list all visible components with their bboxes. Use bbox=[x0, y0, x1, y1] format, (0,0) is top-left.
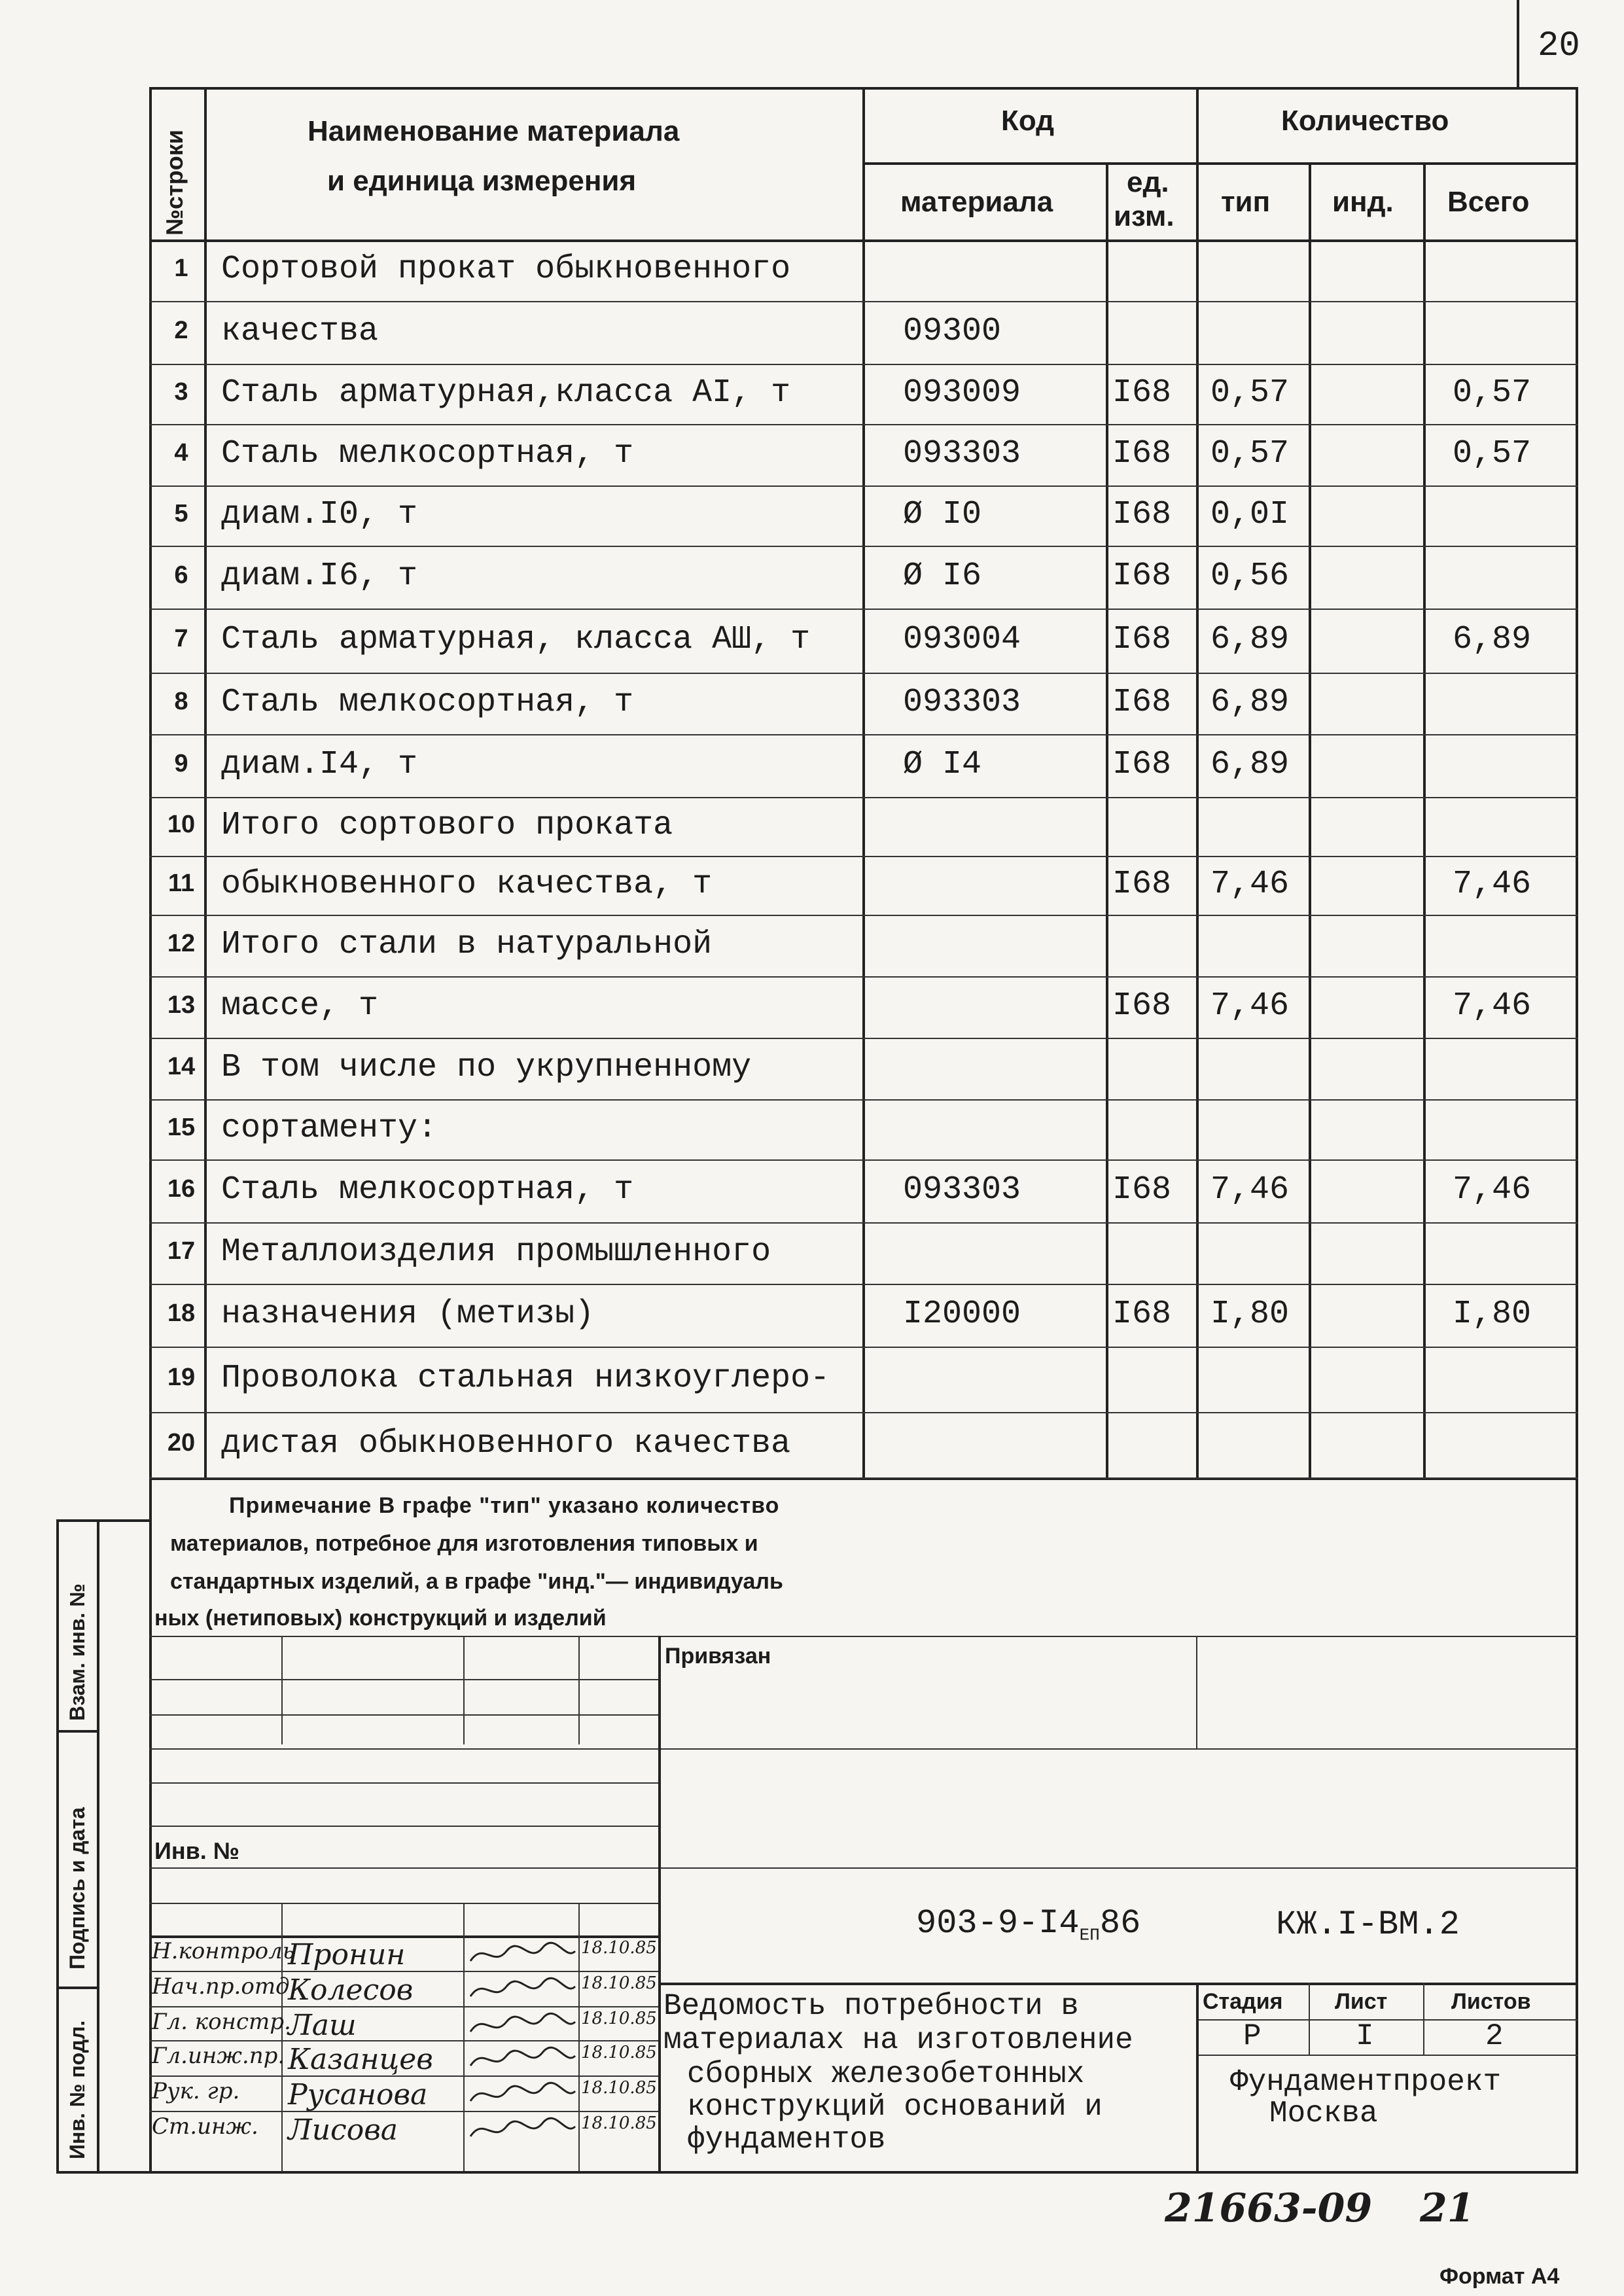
row-unit: I68 bbox=[1112, 987, 1172, 1025]
row-number: 5 bbox=[174, 500, 188, 527]
signature-mark bbox=[467, 2078, 578, 2111]
header-rowno: №строки bbox=[161, 130, 188, 236]
header-qty: Количество bbox=[1281, 105, 1449, 137]
doc-title-line-4: конструкций оснований и bbox=[687, 2090, 1103, 2124]
row-unit: I68 bbox=[1112, 866, 1172, 903]
doc-title-line-2: материалах на изготовление bbox=[663, 2023, 1133, 2057]
row-code: 093009 bbox=[903, 374, 1021, 412]
staff-date: 18.10.85 bbox=[581, 2009, 657, 2028]
row-separator bbox=[149, 546, 1578, 547]
staff-role: Н.контроль bbox=[152, 1938, 295, 1964]
row-name: Металлоизделия промышленного bbox=[221, 1233, 771, 1271]
row-name: диам.I6, т bbox=[221, 557, 418, 595]
row-number: 6 bbox=[174, 561, 188, 589]
row-number: 18 bbox=[167, 1299, 196, 1327]
row-separator bbox=[149, 915, 1578, 916]
row-unit: I68 bbox=[1112, 557, 1172, 595]
staff-role: Нач.пр.отд. bbox=[152, 1973, 297, 2000]
row-qty-total: 7,46 bbox=[1453, 1171, 1532, 1209]
row-qty-type: 7,46 bbox=[1210, 1171, 1290, 1209]
row-number: 13 bbox=[167, 991, 196, 1019]
staff-role: Рук. гр. bbox=[152, 2078, 240, 2104]
row-separator bbox=[149, 1477, 1578, 1479]
row-name: В том числе по укрупненному bbox=[221, 1049, 752, 1086]
row-separator bbox=[149, 486, 1578, 487]
staff-date: 18.10.85 bbox=[581, 1973, 657, 1993]
sheet-label: Лист bbox=[1335, 1989, 1388, 2014]
row-separator bbox=[149, 424, 1578, 425]
row-number: 4 bbox=[174, 439, 188, 467]
row-qty-type: 0,56 bbox=[1210, 557, 1290, 595]
row-name: Сталь мелкосортная, т bbox=[221, 684, 634, 721]
row-name: сортаменту: bbox=[221, 1110, 438, 1147]
sheets-label: Листов bbox=[1451, 1989, 1531, 2014]
inv-no-label: Инв. № bbox=[154, 1837, 239, 1864]
row-qty-type: 6,89 bbox=[1210, 684, 1290, 721]
row-name: Сталь арматурная,класса AI, т bbox=[221, 374, 791, 412]
row-number: 9 bbox=[174, 750, 188, 777]
row-separator bbox=[149, 1159, 1578, 1161]
row-qty-type: 7,46 bbox=[1210, 866, 1290, 903]
row-code: Ø I4 bbox=[903, 746, 982, 783]
row-unit: I68 bbox=[1112, 746, 1172, 783]
doc-title-line-1: Ведомость потребности в bbox=[663, 1989, 1079, 2023]
staff-role: Гл.инж.пр. bbox=[152, 2043, 285, 2069]
row-separator bbox=[149, 1099, 1578, 1101]
staff-role: Гл. констр. bbox=[152, 2009, 291, 2035]
row-unit: I68 bbox=[1112, 374, 1172, 412]
privyazan-label: Привязан bbox=[665, 1644, 771, 1669]
row-name: Сталь арматурная, класса AШ, т bbox=[221, 621, 811, 658]
side-label-podpis: Подпись и дата bbox=[65, 1807, 89, 1969]
header-code: Код bbox=[1001, 105, 1055, 137]
staff-date: 18.10.85 bbox=[581, 2078, 657, 2098]
row-separator bbox=[149, 301, 1578, 302]
row-number: 2 bbox=[174, 317, 188, 344]
row-separator bbox=[149, 1347, 1578, 1348]
row-number: 15 bbox=[167, 1114, 196, 1141]
staff-name: Казанцев bbox=[288, 2043, 433, 2076]
row-code: 09300 bbox=[903, 313, 1002, 350]
header-code-unit-2: изм. bbox=[1114, 200, 1174, 232]
row-number: 1 bbox=[174, 255, 188, 282]
row-number: 14 bbox=[167, 1053, 196, 1080]
header-qty-ind: инд. bbox=[1332, 186, 1394, 218]
stage-value: Р bbox=[1243, 2019, 1262, 2053]
stage-label: Стадия bbox=[1203, 1989, 1283, 2014]
row-unit: I68 bbox=[1112, 684, 1172, 721]
row-qty-total: 7,46 bbox=[1453, 987, 1532, 1025]
row-code: 093004 bbox=[903, 621, 1021, 658]
row-number: 8 bbox=[174, 688, 188, 715]
format-label: Формат А4 bbox=[1439, 2264, 1560, 2289]
row-number: 19 bbox=[167, 1364, 196, 1391]
sheet-code: КЖ.I-ВМ.2 bbox=[1276, 1905, 1460, 1944]
row-separator bbox=[149, 673, 1578, 674]
row-separator bbox=[149, 1222, 1578, 1224]
row-separator bbox=[149, 734, 1578, 735]
header-name-line1: Наименование материала bbox=[308, 115, 680, 147]
row-qty-type: 0,57 bbox=[1210, 374, 1290, 412]
row-code: 093303 bbox=[903, 1171, 1021, 1209]
staff-name: Колесов bbox=[288, 1973, 414, 2007]
doc-title-line-5: фундаментов bbox=[687, 2123, 886, 2157]
row-name: Сталь мелкосортная, т bbox=[221, 1171, 634, 1209]
row-number: 10 bbox=[167, 811, 196, 838]
note-line-1: Примечание В графе "тип" указано количество bbox=[229, 1493, 780, 1518]
staff-name: Русанова bbox=[288, 2078, 428, 2111]
note-line-3: стандартных изделий, а в графе "инд."— индивидуаль bbox=[170, 1569, 783, 1594]
staff-name: Пронин bbox=[288, 1938, 406, 1971]
row-qty-total: 7,46 bbox=[1453, 866, 1532, 903]
row-unit: I68 bbox=[1112, 1171, 1172, 1209]
row-name: Проволока стальная низкоуглеро- bbox=[221, 1360, 830, 1397]
row-name: массе, т bbox=[221, 987, 379, 1025]
row-unit: I68 bbox=[1112, 435, 1172, 472]
row-code: Ø I6 bbox=[903, 557, 982, 595]
doc-title-line-3: сборных железобетонных bbox=[687, 2057, 1085, 2091]
row-separator bbox=[149, 609, 1578, 610]
row-unit: I68 bbox=[1112, 1296, 1172, 1333]
row-qty-type: 0,57 bbox=[1210, 435, 1290, 472]
row-separator bbox=[149, 856, 1578, 857]
side-label-vzam: Взам. инв. № bbox=[65, 1583, 89, 1721]
footer-page: 21 bbox=[1420, 2185, 1475, 2231]
staff-date: 18.10.85 bbox=[581, 2043, 657, 2062]
row-name: диам.I4, т bbox=[221, 746, 418, 783]
row-qty-total: 6,89 bbox=[1453, 621, 1532, 658]
page-number: 20 bbox=[1538, 26, 1580, 66]
note-line-4: ных (нетиповых) конструкций и изделий bbox=[154, 1606, 607, 1631]
header-name-line2: и единица измерения bbox=[327, 165, 637, 197]
row-name: качества bbox=[221, 313, 379, 350]
row-number: 11 bbox=[168, 870, 195, 897]
staff-name: Лаш bbox=[288, 2009, 357, 2042]
row-number: 7 bbox=[174, 625, 188, 652]
row-qty-total: 0,57 bbox=[1453, 374, 1532, 412]
staff-date: 18.10.85 bbox=[581, 1938, 657, 1958]
sheets-value: 2 bbox=[1485, 2019, 1504, 2053]
side-label-inv-podl: Инв. № подл. bbox=[65, 2020, 89, 2159]
row-name: обыкновенного качества, т bbox=[221, 866, 713, 903]
sheet-value: I bbox=[1356, 2019, 1374, 2053]
row-unit: I68 bbox=[1112, 496, 1172, 533]
row-name: Сталь мелкосортная, т bbox=[221, 435, 634, 472]
footer-number: 21663-09 bbox=[1165, 2185, 1373, 2231]
header-qty-total: Всего bbox=[1447, 186, 1530, 218]
signature-mark bbox=[467, 1938, 578, 1971]
row-separator bbox=[149, 1284, 1578, 1285]
row-qty-type: 7,46 bbox=[1210, 987, 1290, 1025]
row-separator bbox=[149, 797, 1578, 798]
staff-name: Лисова bbox=[288, 2113, 398, 2147]
row-name: Итого стали в натуральной bbox=[221, 926, 713, 963]
row-separator bbox=[149, 1038, 1578, 1039]
row-number: 12 bbox=[167, 930, 196, 957]
row-name: диам.I0, т bbox=[221, 496, 418, 533]
note-line-2: материалов, потребное для изготовления типовых и bbox=[170, 1531, 758, 1556]
signature-mark bbox=[467, 2113, 578, 2146]
row-qty-type: 0,0I bbox=[1210, 496, 1290, 533]
row-name: Сортовой прокат обыкновенного bbox=[221, 251, 791, 288]
signature-mark bbox=[467, 2009, 578, 2041]
row-qty-total: 0,57 bbox=[1453, 435, 1532, 472]
header-qty-type: тип bbox=[1221, 186, 1271, 218]
row-number: 16 bbox=[167, 1175, 196, 1203]
row-code: 093303 bbox=[903, 435, 1021, 472]
row-separator bbox=[149, 976, 1578, 978]
row-name: Итого сортового проката bbox=[221, 807, 673, 844]
org-line-2: Москва bbox=[1269, 2096, 1378, 2130]
row-qty-type: I,80 bbox=[1210, 1296, 1290, 1333]
row-code: Ø I0 bbox=[903, 496, 982, 533]
row-name: дистая обыкновенного качества bbox=[221, 1425, 791, 1462]
row-separator bbox=[149, 364, 1578, 365]
row-code: 093303 bbox=[903, 684, 1021, 721]
header-code-unit-1: ед. bbox=[1127, 166, 1169, 198]
doc-code: $903-9-I4_{ЕП}86$ bbox=[916, 1904, 1141, 1945]
staff-role: Ст.инж. bbox=[152, 2113, 258, 2140]
row-number: 20 bbox=[167, 1429, 196, 1457]
row-qty-total: I,80 bbox=[1453, 1296, 1532, 1333]
staff-date: 18.10.85 bbox=[581, 2113, 657, 2133]
row-number: 17 bbox=[167, 1237, 196, 1265]
row-unit: I68 bbox=[1112, 621, 1172, 658]
signature-mark bbox=[467, 2043, 578, 2075]
row-name: назначения (метизы) bbox=[221, 1296, 595, 1333]
row-code: I20000 bbox=[903, 1296, 1021, 1333]
row-separator bbox=[149, 1412, 1578, 1413]
header-code-material: материала bbox=[900, 186, 1053, 218]
row-qty-type: 6,89 bbox=[1210, 746, 1290, 783]
row-qty-type: 6,89 bbox=[1210, 621, 1290, 658]
row-number: 3 bbox=[174, 378, 188, 406]
signature-mark bbox=[467, 1973, 578, 2006]
org-line-1: Фундаментпроект bbox=[1230, 2065, 1502, 2099]
